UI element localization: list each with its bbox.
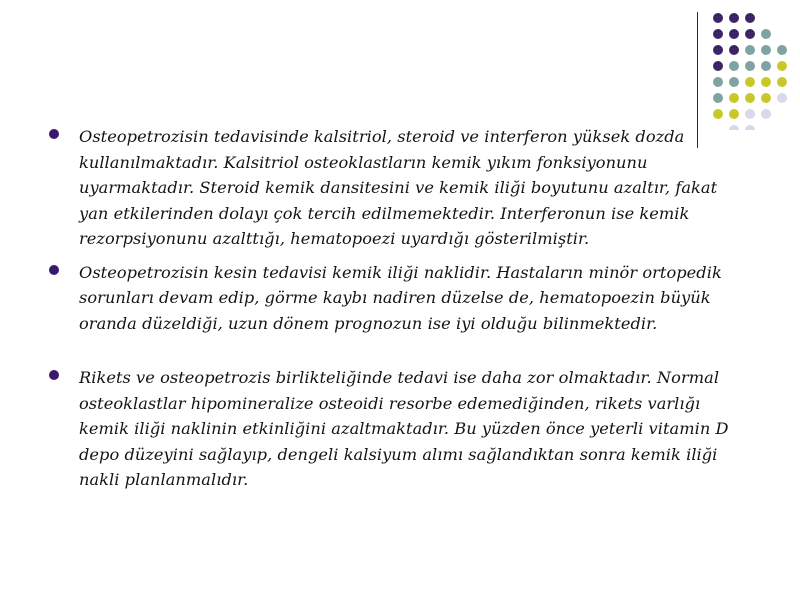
- decor-dot: [761, 77, 771, 87]
- decor-dot: [761, 109, 771, 119]
- decor-dot: [761, 45, 771, 55]
- dot-grid-icon: [710, 10, 800, 130]
- bullet-text: Osteopetrozisin kesin tedavisi kemik iliği naklidir. Hastaların minör ortopedik sorunları devam edip, görme kaybı nadiren düzelse de, hematopoezin büyük oranda düzeldiği, uzun dönem prognozun ise iyi olduğu bilinmektedir.: [79, 262, 722, 333]
- decor-dot: [745, 45, 755, 55]
- bullet-icon: [49, 370, 59, 380]
- bullet-icon: [49, 265, 59, 275]
- decor-dot: [777, 93, 787, 103]
- decor-dot: [729, 77, 739, 87]
- bullet-icon: [49, 129, 59, 139]
- decor-dot: [761, 93, 771, 103]
- decor-dot: [745, 61, 755, 71]
- decor-dot: [729, 13, 739, 23]
- decor-dot: [729, 93, 739, 103]
- decor-dot: [745, 109, 755, 119]
- decor-dot: [729, 109, 739, 119]
- decor-dot: [745, 125, 755, 130]
- decor-dot: [713, 29, 723, 39]
- decor-dot: [745, 29, 755, 39]
- bullet-item: [46, 124, 736, 252]
- bullet-item: [46, 365, 736, 493]
- decor-dot: [761, 29, 771, 39]
- decor-dot: [761, 61, 771, 71]
- decor-dot: [745, 93, 755, 103]
- decor-dot: [729, 29, 739, 39]
- decor-dot: [777, 61, 787, 71]
- slide-content: [46, 124, 736, 493]
- decor-dot: [745, 77, 755, 87]
- decor-dot: [713, 13, 723, 23]
- decor-dot: [729, 45, 739, 55]
- decor-dot: [713, 77, 723, 87]
- bullet-text: Osteopetrozisin tedavisinde kalsitriol, steroid ve interferon yüksek dozda kullanılmaktadır. Kalsitriol osteoklastların kemik yıkım fonksiyonunu uyarmaktadır. Steroid kemik dansitesini ve kemik iliği boyutunu azaltır, fakat yan etkilerinden dolayı çok tercih edilmemektedir. Interferonun ise kemik rezorpsiyonunu azalttığı, hematopoezi uyardığı gösterilmiştir.: [79, 127, 718, 248]
- decor-dot: [729, 61, 739, 71]
- decor-dot: [777, 45, 787, 55]
- bullet-text: Rikets ve osteopetrozis birlikteliğinde tedavi ise daha zor olmaktadır. Normal osteoklastlar hipomineralize osteoidi resorbe edemediğinden, rikets varlığı kemik iliği naklinin etkinliğini azaltmaktadır. Bu yüzden önce yeterli vitamin D depo düzeyini sağlayıp, dengeli kalsiyum alımı sağlandıktan sonra kemik iliği nakli planlanmalıdır.: [79, 368, 729, 489]
- decor-dot: [713, 61, 723, 71]
- decor-dot: [745, 13, 755, 23]
- bullet-item: [46, 260, 736, 337]
- decor-dot: [713, 109, 723, 119]
- decor-dot: [713, 45, 723, 55]
- decor-dot: [777, 77, 787, 87]
- decor-dot: [713, 93, 723, 103]
